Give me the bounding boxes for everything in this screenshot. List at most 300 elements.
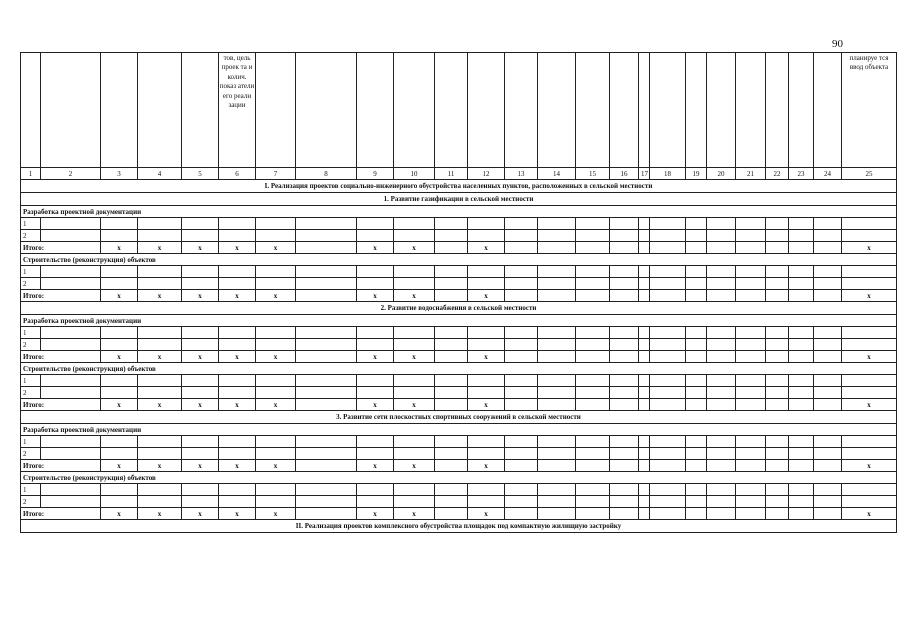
table-cell <box>814 484 842 496</box>
x-mark: х <box>256 460 296 472</box>
table-cell <box>435 278 468 290</box>
table-cell <box>766 448 789 460</box>
table-cell <box>766 351 789 363</box>
row-number: 1 <box>21 484 41 496</box>
table-cell <box>576 339 610 351</box>
table-cell <box>814 508 842 520</box>
table-cell <box>435 230 468 242</box>
x-mark: х <box>357 290 394 302</box>
table-cell <box>789 327 814 339</box>
table-cell <box>686 290 707 302</box>
table-cell <box>736 448 766 460</box>
table-row <box>21 375 897 387</box>
table-cell <box>435 484 468 496</box>
table-cell <box>256 387 296 399</box>
subsection-label: Разработка проектной документации <box>21 424 897 436</box>
x-mark: х <box>182 351 219 363</box>
table-cell <box>736 460 766 472</box>
table-cell <box>394 484 435 496</box>
x-mark: х <box>219 460 256 472</box>
table-cell <box>468 496 505 508</box>
table-cell <box>256 436 296 448</box>
table-cell <box>101 448 138 460</box>
table-cell <box>576 460 610 472</box>
table-cell <box>538 230 576 242</box>
table-cell <box>736 375 766 387</box>
table-cell <box>610 230 639 242</box>
table-cell <box>686 448 707 460</box>
table-cell <box>842 436 897 448</box>
table-cell <box>610 278 639 290</box>
table-cell <box>650 399 686 411</box>
subsection-label-row <box>21 254 897 266</box>
table-cell <box>357 436 394 448</box>
table-cell <box>686 218 707 230</box>
table-cell <box>766 230 789 242</box>
table-cell <box>789 290 814 302</box>
subsection-label: Строительство (реконструкция) объектов <box>21 472 897 484</box>
x-mark: х <box>256 399 296 411</box>
col-num: 12 <box>468 168 505 180</box>
table-cell <box>296 508 357 520</box>
table-cell <box>650 339 686 351</box>
table-cell <box>686 327 707 339</box>
table-cell <box>296 230 357 242</box>
table-cell <box>789 339 814 351</box>
table-cell <box>138 266 182 278</box>
col-num: 13 <box>505 168 538 180</box>
x-mark: х <box>219 508 256 520</box>
table-cell <box>101 218 138 230</box>
table-cell <box>576 387 610 399</box>
table-cell <box>789 484 814 496</box>
table-cell <box>707 339 736 351</box>
x-mark: х <box>138 290 182 302</box>
table-cell <box>814 460 842 472</box>
table-cell <box>610 351 639 363</box>
table-cell <box>766 387 789 399</box>
table-cell <box>256 375 296 387</box>
table-cell <box>219 230 256 242</box>
total-label: Итого: <box>21 460 101 472</box>
table-cell <box>736 266 766 278</box>
x-mark: х <box>219 290 256 302</box>
table-cell <box>256 448 296 460</box>
table-cell <box>814 496 842 508</box>
table-cell <box>766 327 789 339</box>
table-cell <box>650 375 686 387</box>
table-cell <box>707 436 736 448</box>
subsection-label-row <box>21 472 897 484</box>
column-numbers-row <box>21 168 897 180</box>
table-cell <box>101 339 138 351</box>
table-cell <box>736 242 766 254</box>
table-cell <box>138 339 182 351</box>
table-cell <box>610 242 639 254</box>
table-cell <box>101 387 138 399</box>
table-cell <box>101 375 138 387</box>
table-cell <box>357 218 394 230</box>
table-cell <box>736 351 766 363</box>
table-cell <box>256 218 296 230</box>
table-cell <box>357 496 394 508</box>
col-num: 16 <box>610 168 639 180</box>
x-mark: х <box>842 508 897 520</box>
table-cell <box>736 230 766 242</box>
table-cell <box>789 278 814 290</box>
table-cell <box>138 496 182 508</box>
table-cell <box>842 327 897 339</box>
table-row <box>21 278 897 290</box>
table-cell <box>538 496 576 508</box>
row-number: 2 <box>21 496 41 508</box>
x-mark: х <box>468 399 505 411</box>
row-number: 2 <box>21 339 41 351</box>
col-num: 2 <box>41 168 101 180</box>
table-cell <box>576 230 610 242</box>
table-cell <box>296 351 357 363</box>
table-cell <box>610 339 639 351</box>
table-cell <box>650 484 686 496</box>
table-cell <box>789 508 814 520</box>
table-cell <box>789 266 814 278</box>
col-num: 8 <box>296 168 357 180</box>
table-cell <box>505 496 538 508</box>
table-cell <box>639 387 650 399</box>
table-cell <box>576 327 610 339</box>
table-cell <box>182 375 219 387</box>
row-number: 1 <box>21 436 41 448</box>
table-cell <box>639 460 650 472</box>
table-cell <box>576 508 610 520</box>
table-cell <box>736 387 766 399</box>
row-number: 1 <box>21 375 41 387</box>
table-cell <box>41 375 101 387</box>
table-cell <box>707 508 736 520</box>
x-mark: х <box>219 351 256 363</box>
table-cell <box>101 278 138 290</box>
table-cell <box>639 399 650 411</box>
total-label: Итого: <box>21 290 101 302</box>
table-cell <box>538 448 576 460</box>
table-cell <box>766 242 789 254</box>
table-cell <box>296 460 357 472</box>
table-cell <box>41 230 101 242</box>
table-cell <box>296 484 357 496</box>
table-cell <box>789 375 814 387</box>
row-number: 1 <box>21 327 41 339</box>
table-cell <box>219 266 256 278</box>
table-cell <box>766 266 789 278</box>
total-row <box>21 242 897 254</box>
table-cell <box>707 448 736 460</box>
x-mark: х <box>182 242 219 254</box>
table-cell <box>219 448 256 460</box>
table-cell <box>435 375 468 387</box>
table-cell <box>639 484 650 496</box>
table-cell <box>610 327 639 339</box>
table-cell <box>814 387 842 399</box>
table-cell <box>538 436 576 448</box>
table-cell <box>357 278 394 290</box>
table-cell <box>639 327 650 339</box>
x-mark: х <box>357 242 394 254</box>
table-cell <box>538 242 576 254</box>
table-cell <box>707 484 736 496</box>
table-cell <box>650 290 686 302</box>
col-num: 18 <box>650 168 686 180</box>
table-cell <box>707 278 736 290</box>
x-mark: х <box>468 290 505 302</box>
row-number: 2 <box>21 230 41 242</box>
col-num: 15 <box>576 168 610 180</box>
x-mark: х <box>138 508 182 520</box>
table-cell <box>766 218 789 230</box>
col-num: 17 <box>639 168 650 180</box>
table-row <box>21 218 897 230</box>
table-cell <box>468 218 505 230</box>
section-title-row <box>21 411 897 424</box>
table-cell <box>538 387 576 399</box>
part-2-title-row <box>21 520 897 533</box>
table-cell <box>650 327 686 339</box>
table-cell <box>219 496 256 508</box>
table-cell <box>256 266 296 278</box>
x-mark: х <box>842 290 897 302</box>
table-cell <box>219 339 256 351</box>
table-cell <box>394 327 435 339</box>
table-cell <box>505 218 538 230</box>
table-cell <box>686 460 707 472</box>
table-cell <box>707 351 736 363</box>
table-cell <box>256 327 296 339</box>
total-row <box>21 399 897 411</box>
x-mark: х <box>394 399 435 411</box>
table-cell <box>789 496 814 508</box>
x-mark: х <box>842 242 897 254</box>
table-cell <box>650 508 686 520</box>
table-cell <box>576 351 610 363</box>
x-mark: х <box>256 508 296 520</box>
table-cell <box>394 387 435 399</box>
table-cell <box>538 339 576 351</box>
table-cell <box>357 484 394 496</box>
table-cell <box>707 399 736 411</box>
table-cell <box>766 290 789 302</box>
table-cell <box>736 508 766 520</box>
table-cell <box>138 436 182 448</box>
table-cell <box>576 266 610 278</box>
table-cell <box>576 399 610 411</box>
table-cell <box>101 327 138 339</box>
table-cell <box>639 351 650 363</box>
x-mark: х <box>101 399 138 411</box>
table-cell <box>435 496 468 508</box>
part-1-title-row <box>21 180 897 193</box>
x-mark: х <box>256 242 296 254</box>
row-number: 1 <box>21 266 41 278</box>
x-mark: х <box>357 460 394 472</box>
table-cell <box>468 266 505 278</box>
col-num: 9 <box>357 168 394 180</box>
part-2-title: II. Реализация проектов комплексного обустройства площадок под компактную жилищную застройку <box>21 520 897 533</box>
table-cell <box>789 399 814 411</box>
subsection-label: Строительство (реконструкция) объектов <box>21 254 897 266</box>
x-mark: х <box>468 508 505 520</box>
x-mark: х <box>394 290 435 302</box>
table-cell <box>610 387 639 399</box>
section-title: 1. Развитие газификации в сельской местности <box>21 193 897 206</box>
table-cell <box>814 399 842 411</box>
table-cell <box>538 508 576 520</box>
subsection-label-row <box>21 424 897 436</box>
table-row <box>21 266 897 278</box>
table-cell <box>394 266 435 278</box>
table-cell <box>394 448 435 460</box>
table-cell <box>538 278 576 290</box>
row-number: 2 <box>21 448 41 460</box>
table-cell <box>639 242 650 254</box>
subsection-label: Разработка проектной документации <box>21 206 897 218</box>
x-mark: х <box>219 399 256 411</box>
total-row <box>21 508 897 520</box>
table-cell <box>639 339 650 351</box>
x-mark: х <box>357 351 394 363</box>
table-cell <box>41 484 101 496</box>
table-cell <box>296 266 357 278</box>
program-table <box>20 52 897 533</box>
col-num: 5 <box>182 168 219 180</box>
table-cell <box>576 290 610 302</box>
table-cell <box>789 387 814 399</box>
table-cell <box>736 218 766 230</box>
table-cell <box>505 387 538 399</box>
table-cell <box>435 339 468 351</box>
page-number: 90 <box>832 38 843 50</box>
table-cell <box>394 496 435 508</box>
table-cell <box>296 290 357 302</box>
table-cell <box>435 290 468 302</box>
table-cell <box>610 448 639 460</box>
table-cell <box>639 436 650 448</box>
table-cell <box>639 496 650 508</box>
table-cell <box>219 436 256 448</box>
table-cell <box>219 387 256 399</box>
table-cell <box>650 460 686 472</box>
table-cell <box>296 278 357 290</box>
table-cell <box>41 266 101 278</box>
table-cell <box>435 460 468 472</box>
x-mark: х <box>182 460 219 472</box>
table-cell <box>138 375 182 387</box>
table-cell <box>435 387 468 399</box>
table-cell <box>435 436 468 448</box>
table-cell <box>707 242 736 254</box>
table-cell <box>296 496 357 508</box>
table-cell <box>505 375 538 387</box>
table-row <box>21 496 897 508</box>
table-cell <box>296 436 357 448</box>
table-cell <box>256 278 296 290</box>
table-cell <box>505 460 538 472</box>
x-mark: х <box>182 508 219 520</box>
table-cell <box>435 242 468 254</box>
table-cell <box>766 508 789 520</box>
table-cell <box>296 218 357 230</box>
table-cell <box>576 496 610 508</box>
col-num: 6 <box>219 168 256 180</box>
table-row <box>21 484 897 496</box>
table-cell <box>505 508 538 520</box>
table-cell <box>814 327 842 339</box>
table-cell <box>505 448 538 460</box>
table-cell <box>610 436 639 448</box>
table-cell <box>736 339 766 351</box>
table-cell <box>357 387 394 399</box>
table-cell <box>576 278 610 290</box>
x-mark: х <box>101 242 138 254</box>
table-cell <box>357 230 394 242</box>
table-cell <box>182 266 219 278</box>
col-num: 14 <box>538 168 576 180</box>
section-title: 2. Развитие водоснабжения в сельской местности <box>21 302 897 315</box>
table-cell <box>219 278 256 290</box>
table-cell <box>357 375 394 387</box>
table-cell <box>842 218 897 230</box>
subsection-label-row <box>21 363 897 375</box>
table-cell <box>842 375 897 387</box>
table-cell <box>138 218 182 230</box>
x-mark: х <box>468 460 505 472</box>
total-label: Итого: <box>21 399 101 411</box>
table-cell <box>138 327 182 339</box>
table-cell <box>736 290 766 302</box>
x-mark: х <box>842 460 897 472</box>
table-cell <box>707 375 736 387</box>
table-cell <box>538 460 576 472</box>
column-25-header: планируе тся ввод объекта <box>842 53 897 168</box>
table-cell <box>538 327 576 339</box>
table-cell <box>182 448 219 460</box>
table-cell <box>650 351 686 363</box>
table-cell <box>736 436 766 448</box>
table-row <box>21 436 897 448</box>
x-mark: х <box>101 508 138 520</box>
x-mark: х <box>394 460 435 472</box>
table-cell <box>707 218 736 230</box>
table-cell <box>842 496 897 508</box>
x-mark: х <box>256 351 296 363</box>
x-mark: х <box>101 460 138 472</box>
table-cell <box>736 399 766 411</box>
table-cell <box>814 448 842 460</box>
table-cell <box>686 242 707 254</box>
table-cell <box>610 508 639 520</box>
table-cell <box>138 448 182 460</box>
subsection-label-row <box>21 206 897 218</box>
table-cell <box>639 375 650 387</box>
table-cell <box>394 230 435 242</box>
table-cell <box>650 387 686 399</box>
table-cell <box>576 242 610 254</box>
table-cell <box>101 266 138 278</box>
table-cell <box>138 278 182 290</box>
table-cell <box>814 290 842 302</box>
table-cell <box>789 448 814 460</box>
table-row <box>21 327 897 339</box>
table-cell <box>650 496 686 508</box>
table-cell <box>435 351 468 363</box>
